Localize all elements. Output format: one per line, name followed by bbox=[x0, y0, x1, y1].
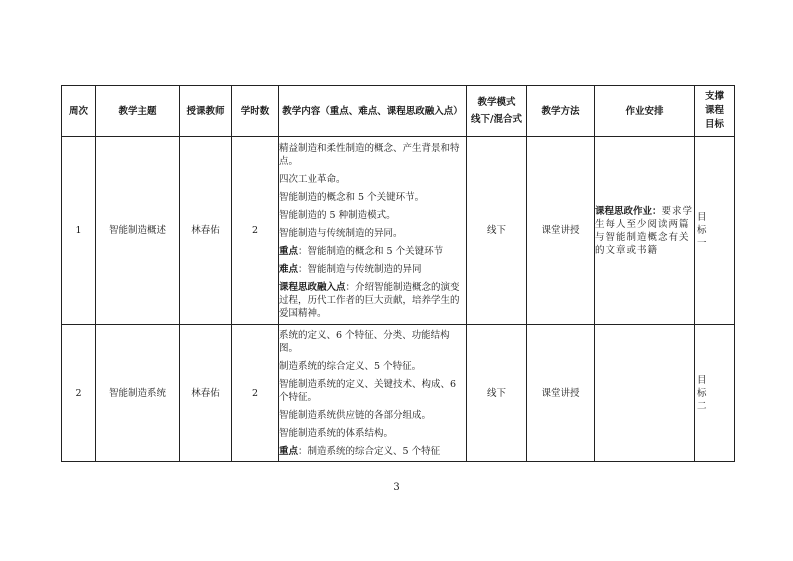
hours-cell: 2 bbox=[232, 325, 279, 462]
table-header-row bbox=[62, 86, 735, 137]
week-cell: 2 bbox=[62, 325, 96, 462]
goal-top: 目标 bbox=[697, 212, 717, 236]
difficulty-label: 难点 bbox=[279, 263, 299, 275]
goal-cell bbox=[695, 325, 735, 462]
goal-cell bbox=[695, 137, 735, 325]
header-method: 教学方法 bbox=[527, 86, 595, 137]
homework-label: 课程思政作业： bbox=[595, 205, 662, 217]
homework-cell bbox=[595, 325, 695, 462]
mode-cell: 线下 bbox=[467, 137, 527, 325]
ideology-point bbox=[279, 281, 466, 320]
ideology-text: ：介绍智能制造概念的演变过程，历代工作者的巨大贡献，培养学生的爱国精神。 bbox=[279, 281, 460, 319]
header-homework: 作业安排 bbox=[595, 86, 695, 137]
content-item: 智能制造与传统制造的异同。 bbox=[279, 227, 403, 239]
key-point bbox=[279, 245, 466, 258]
content-cell bbox=[279, 325, 467, 462]
key-point-text: ：智能制造的概念和 5 个关键环节 bbox=[298, 245, 444, 257]
header-content: 教学内容（重点、难点、课程思政融入点） bbox=[279, 86, 467, 137]
mode-cell: 线下 bbox=[467, 325, 527, 462]
content-item: 智能制造系统的定义、关键技术、构成、6 个特征。 bbox=[279, 378, 457, 403]
header-week: 周次 bbox=[62, 86, 96, 137]
goal-top: 目标 bbox=[697, 374, 717, 399]
header-mode-line1: 教学模式 bbox=[477, 97, 516, 108]
goal-bottom: 二 bbox=[697, 400, 707, 412]
content-item: 系统的定义、6 个特征、分类、功能结构图。 bbox=[279, 329, 450, 354]
key-point-label: 重点 bbox=[279, 445, 299, 457]
page-number: 3 bbox=[393, 482, 400, 493]
topic-cell: 智能制造概述 bbox=[96, 137, 180, 325]
content-item: 智能制造的 5 种制造模式。 bbox=[279, 209, 396, 221]
table-row bbox=[62, 325, 735, 462]
topic-cell: 智能制造系统 bbox=[96, 325, 180, 462]
homework-text: 要求学生每人至少阅读两篇与智能制造概念有关的文章或书籍 bbox=[595, 205, 694, 256]
content-item: 四次工业革命。 bbox=[279, 173, 346, 185]
difficulty-point bbox=[279, 263, 466, 276]
hours-cell: 2 bbox=[232, 137, 279, 325]
method-cell: 课堂讲授 bbox=[527, 325, 595, 462]
teacher-cell: 林春佑 bbox=[180, 325, 232, 462]
header-support-line2: 课程 bbox=[704, 105, 724, 116]
header-support bbox=[695, 86, 735, 137]
content-item: 精益制造和柔性制造的概念、产生背景和特点。 bbox=[279, 142, 460, 167]
course-schedule-table bbox=[61, 85, 735, 462]
goal-bottom: 一 bbox=[697, 238, 707, 249]
content-item: 智能制造系统的体系结构。 bbox=[279, 427, 394, 439]
key-point bbox=[279, 445, 466, 458]
content-item: 制造系统的综合定义、5 个特征。 bbox=[279, 360, 422, 372]
teacher-cell: 林春佑 bbox=[180, 137, 232, 325]
header-teacher: 授课教师 bbox=[180, 86, 232, 137]
header-support-line3: 目标 bbox=[704, 119, 724, 130]
content-item: 智能制造系统供应链的各部分组成。 bbox=[279, 409, 432, 421]
header-hours: 学时数 bbox=[232, 86, 279, 137]
key-point-text: ：制造系统的综合定义、5 个特征 bbox=[298, 445, 441, 457]
week-cell: 1 bbox=[62, 137, 96, 325]
header-mode-line2: 线下/混合式 bbox=[471, 114, 522, 125]
header-support-line1: 支撑 bbox=[704, 91, 724, 102]
content-cell bbox=[279, 137, 467, 325]
key-point-label: 重点 bbox=[279, 245, 299, 257]
ideology-label: 课程思政融入点 bbox=[279, 281, 346, 293]
header-topic: 教学主题 bbox=[96, 86, 180, 137]
homework-cell bbox=[595, 137, 695, 325]
content-item: 智能制造的概念和 5 个关键环节。 bbox=[279, 191, 425, 203]
header-mode bbox=[467, 86, 527, 137]
difficulty-text: ：智能制造与传统制造的异同 bbox=[298, 263, 422, 275]
table-row bbox=[62, 137, 735, 325]
method-cell: 课堂讲授 bbox=[527, 137, 595, 325]
